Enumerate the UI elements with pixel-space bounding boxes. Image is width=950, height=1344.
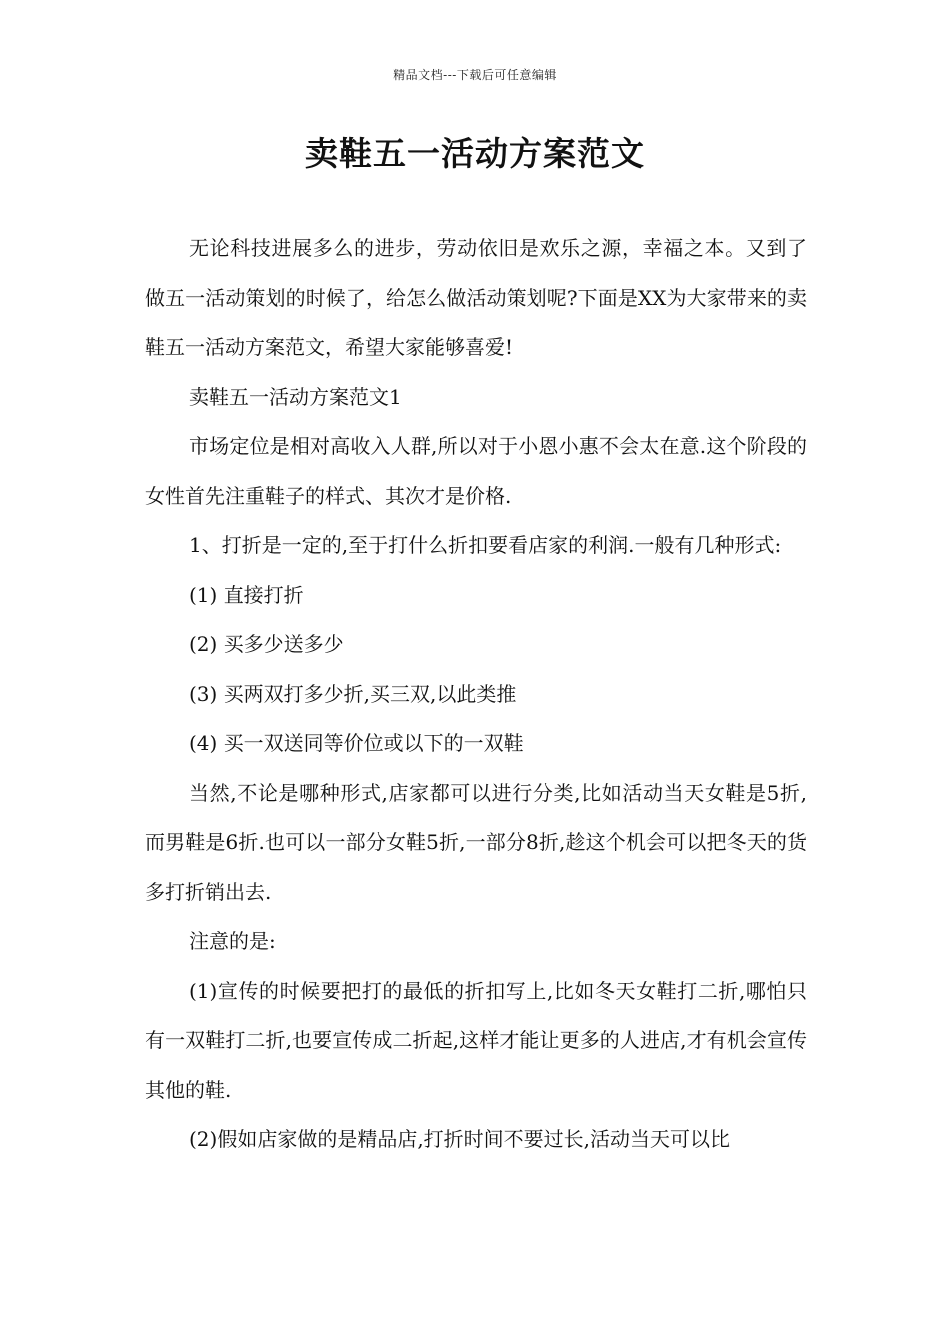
list-item-1: (1) 直接打折	[189, 582, 304, 607]
paragraph-intro: 无论科技进展多么的进步，劳动依旧是欢乐之源，幸福之本。又到了做五一活动策划的时候了，给怎么做活动策划呢?下面是XX为大家带来的卖鞋五一活动方案范文，希望大家能够喜爱!	[145, 236, 807, 359]
list-item-3: (3) 买两双打多少折,买三双,以此类推	[189, 681, 517, 706]
paragraph-classification: 当然,不论是哪种形式,店家都可以进行分类,比如活动当天女鞋是5折,而男鞋是6折.也可以一部分女鞋5折,一部分8折,趁这个机会可以把冬天的货多打折销出去.	[145, 780, 807, 904]
document-body	[145, 224, 807, 1165]
section-heading: 卖鞋五一活动方案范文1	[189, 384, 402, 409]
document-title: 卖鞋五一活动方案范文	[305, 134, 645, 173]
paragraph-market: 市场定位是相对高收入人群,所以对于小恩小惠不会太在意.这个阶段的女性首先注重鞋子的样式、其次才是价格.	[145, 434, 807, 508]
header-note: 精品文档---下载后可任意编辑	[393, 68, 557, 82]
paragraph-note-heading: 注意的是:	[189, 929, 276, 953]
list-item-2: (2) 买多少送多少	[189, 632, 344, 656]
list-item-4: (4) 买一双送同等价位或以下的一双鞋	[189, 731, 524, 755]
paragraph-discount: 1、打折是一定的,至于打什么折扣要看店家的利润.一般有几种形式:	[189, 533, 782, 557]
paragraph-note-1: (1)宣传的时候要把打的最低的折扣写上,比如冬天女鞋打二折,哪怕只有一双鞋打二折,也要宣传成二折起,这样才能让更多的人进店,才有机会宣传其他的鞋.	[145, 978, 807, 1102]
paragraph-note-2: (2)假如店家做的是精品店,打折时间不要过长,活动当天可以比	[189, 1127, 731, 1151]
